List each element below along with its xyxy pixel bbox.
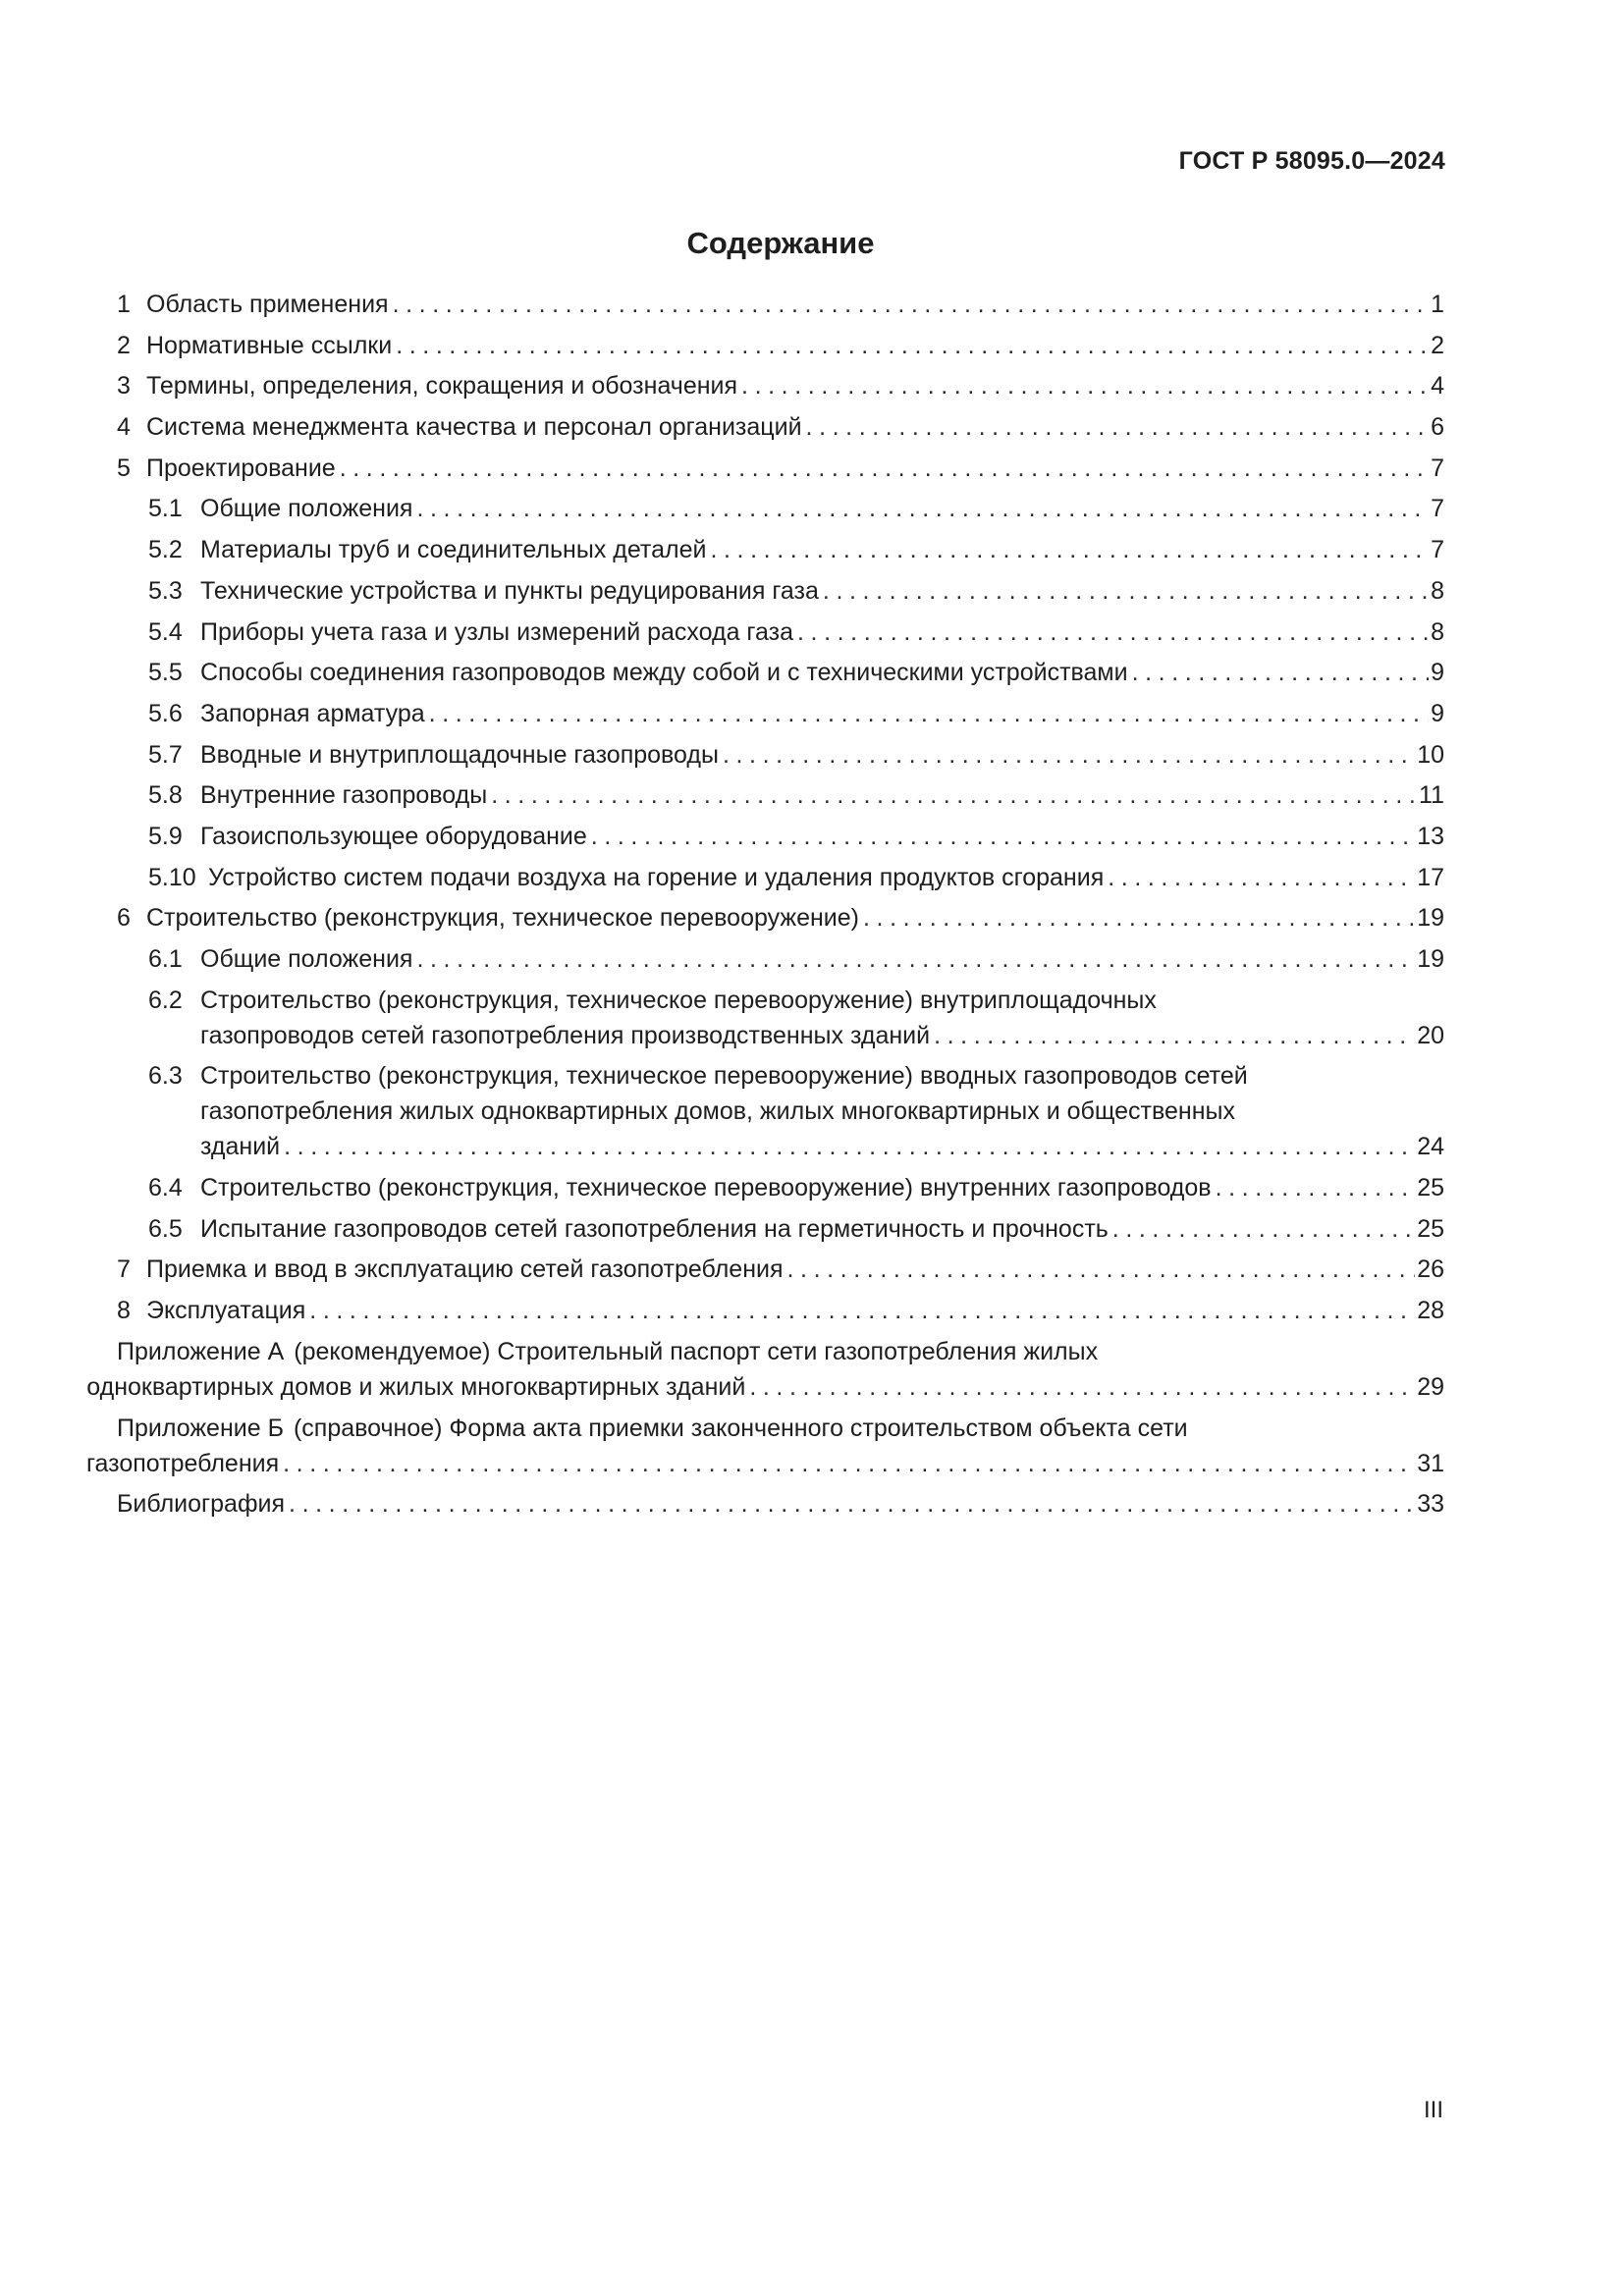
- toc-entry-title: Система менеджмента качества и персонал организаций: [146, 413, 802, 442]
- toc-entry-title: Строительство (реконструкция, техническое перевооружение) внутренних газопроводов: [200, 1174, 1212, 1202]
- toc-entry-page: 19: [1417, 904, 1444, 933]
- toc-entry[interactable]: [117, 1293, 1444, 1328]
- toc-entry-title: Запорная арматура: [200, 699, 425, 727]
- toc-entry-page: 7: [1431, 454, 1444, 482]
- toc-entry-number: 5: [117, 454, 131, 482]
- toc-entry-title-cont: одноквартирных домов и жилых многоквартирных зданий: [86, 1372, 746, 1401]
- toc-entry[interactable]: [117, 1211, 1444, 1247]
- toc-entry-title: Эксплуатация: [146, 1297, 306, 1325]
- page-number: III: [1423, 2097, 1443, 2123]
- toc-entry-page: 33: [1417, 1490, 1444, 1519]
- toc-entry[interactable]: [117, 573, 1444, 609]
- toc-entry-title: Материалы труб и соединительных деталей: [200, 536, 707, 564]
- toc-leader-dots: [806, 409, 1430, 445]
- toc-entry-number: 6.1: [148, 945, 183, 973]
- toc-entry-page: 24: [1417, 1133, 1444, 1161]
- toc-leader-dots: [787, 1252, 1416, 1287]
- toc-entry[interactable]: [117, 532, 1444, 567]
- toc-entry-page: 4: [1431, 372, 1444, 400]
- toc-entry-number: 5.6: [148, 699, 183, 727]
- toc-title: Содержание: [686, 226, 875, 260]
- toc-entry-title: Термины, определения, сокращения и обозначения: [146, 372, 738, 400]
- toc-entry[interactable]: [117, 451, 1444, 486]
- toc-entry-appendix-b[interactable]: [85, 1411, 1444, 1481]
- toc-entry-title: Общие положения: [200, 495, 413, 523]
- toc-leader-dots: [1132, 655, 1430, 690]
- toc-entry-title: Испытание газопроводов сетей газопотребления на герметичность и прочность: [200, 1214, 1109, 1243]
- toc-entry[interactable]: [117, 409, 1444, 445]
- toc-entry[interactable]: [117, 1170, 1444, 1205]
- toc-entry-page: 9: [1431, 659, 1444, 687]
- toc-entry-page: 8: [1431, 576, 1444, 605]
- toc-leader-dots: [863, 900, 1415, 935]
- toc-entry-page: 2: [1431, 331, 1444, 359]
- toc-entry-title: Строительство (реконструкция, техническое перевооружение): [146, 904, 860, 933]
- toc-entry-number: 5.4: [148, 617, 183, 646]
- toc-entry-page: 29: [1417, 1372, 1444, 1401]
- toc-entry-title: Способы соединения газопроводов между собой и с техническими устройствами: [200, 659, 1128, 687]
- toc-leader-dots: [823, 573, 1429, 609]
- toc-entry[interactable]: [117, 328, 1444, 363]
- toc-entry-page: 8: [1431, 617, 1444, 646]
- toc-entry-title: Библиография: [117, 1490, 286, 1519]
- toc-leader-dots: [1108, 860, 1415, 895]
- toc-entry-title: Внутренние газопроводы: [200, 781, 488, 810]
- toc-entry[interactable]: [117, 900, 1444, 935]
- toc-entry-number: Приложение А: [117, 1337, 285, 1365]
- toc-entry[interactable]: [117, 368, 1444, 403]
- document-code: ГОСТ Р 58095.0—2024: [1178, 147, 1445, 175]
- toc-entry-number: 5.7: [148, 740, 183, 769]
- toc-entry-number: Приложение Б: [117, 1414, 284, 1442]
- toc-entry-page: 17: [1417, 863, 1444, 891]
- toc-entry-number: 5.3: [148, 576, 183, 605]
- toc-entry-number: 6.2: [148, 986, 183, 1014]
- toc-leader-dots: [396, 328, 1429, 363]
- toc-entry-bibliography[interactable]: [117, 1486, 1444, 1522]
- toc-entry-title: Газоиспользующее оборудование: [200, 822, 587, 850]
- toc-leader-dots: [340, 451, 1429, 486]
- toc-entry[interactable]: [117, 287, 1444, 322]
- toc-entry-number: 5.1: [148, 495, 183, 523]
- toc-entry-page: 10: [1417, 740, 1444, 769]
- toc-entry-number: 5.10: [148, 863, 196, 891]
- toc-entry-page: 9: [1431, 699, 1444, 727]
- toc-entry-number: 6.3: [148, 1062, 183, 1091]
- toc-entry-title: Технические устройства и пункты редуцирования газа: [200, 576, 819, 605]
- toc-entry-number: 5.8: [148, 781, 183, 810]
- toc-entry-number: 2: [117, 331, 131, 359]
- toc-entry-number: 5.2: [148, 536, 183, 564]
- toc-leader-dots: [393, 287, 1430, 322]
- toc-entry[interactable]: [117, 983, 1444, 1053]
- toc-entry-page: 25: [1417, 1174, 1444, 1202]
- toc-entry[interactable]: [117, 655, 1444, 690]
- toc-entry-number: 4: [117, 413, 131, 442]
- toc-entry[interactable]: [117, 737, 1444, 773]
- toc-entry-appendix-a[interactable]: [86, 1334, 1444, 1405]
- toc-leader-dots: [749, 1369, 1415, 1405]
- toc-entry-title: Область применения: [146, 291, 389, 318]
- toc-entry-title-cont: газопотребления: [85, 1449, 280, 1477]
- toc-entry-page: 25: [1417, 1214, 1444, 1243]
- toc-leader-dots: [289, 1486, 1415, 1522]
- toc-entry-number: 3: [117, 372, 131, 400]
- toc-entry[interactable]: [117, 696, 1444, 731]
- toc-leader-dots: [416, 941, 1415, 977]
- toc-leader-dots: [741, 368, 1429, 403]
- toc-leader-dots: [416, 491, 1429, 526]
- toc-entry-number: 8: [117, 1297, 131, 1325]
- table-of-contents: [85, 287, 1444, 1527]
- toc-entry-page: 28: [1417, 1297, 1444, 1325]
- toc-entry-page: 7: [1431, 536, 1444, 564]
- toc-leader-dots: [934, 1018, 1415, 1053]
- toc-entry-number: 5.5: [148, 659, 183, 687]
- toc-entry-title-cont: газопотребления жилых одноквартирных домов, жилых многоквартирных и общественных: [200, 1097, 1235, 1126]
- toc-entry[interactable]: [117, 614, 1444, 650]
- toc-entry-number: 1: [117, 291, 131, 318]
- toc-entry-title: Общие положения: [200, 945, 413, 973]
- toc-entry-number: 6: [117, 904, 131, 933]
- toc-leader-dots: [491, 777, 1417, 813]
- toc-leader-dots: [723, 737, 1415, 773]
- toc-entry-title: Вводные и внутриплощадочные газопроводы: [200, 740, 719, 769]
- toc-entry-page: 31: [1417, 1449, 1444, 1477]
- toc-entry-title-cont: газопроводов сетей газопотребления производственных зданий: [200, 1021, 931, 1049]
- toc-leader-dots: [1216, 1170, 1416, 1205]
- toc-entry-page: 20: [1417, 1021, 1444, 1049]
- toc-entry-page: 13: [1417, 822, 1444, 850]
- toc-leader-dots: [710, 532, 1429, 567]
- toc-leader-dots: [309, 1293, 1415, 1328]
- toc-entry-title: (справочное) Форма акта приемки законченного строительством объекта сети: [293, 1414, 1188, 1442]
- toc-entry[interactable]: [117, 777, 1444, 813]
- toc-entry-title: Устройство систем подачи воздуха на горение и удаления продуктов сгорания: [208, 863, 1105, 891]
- toc-entry-page: 11: [1419, 781, 1444, 810]
- toc-leader-dots: [797, 614, 1429, 650]
- toc-leader-dots: [283, 1446, 1415, 1481]
- toc-entry-number: 6.4: [148, 1174, 183, 1202]
- toc-entry-page: 26: [1417, 1255, 1444, 1284]
- toc-entry-title: (рекомендуемое) Строительный паспорт сети газопотребления жилых: [294, 1337, 1099, 1365]
- toc-entry-title-cont: зданий: [200, 1133, 281, 1161]
- toc-entry-title: Строительство (реконструкция, техническое перевооружение) вводных газопроводов сетей: [200, 1062, 1248, 1091]
- toc-entry[interactable]: [117, 819, 1444, 854]
- toc-entry-title: Приборы учета газа и узлы измерений расхода газа: [200, 617, 793, 646]
- toc-entry[interactable]: [117, 1252, 1444, 1287]
- toc-leader-dots: [1112, 1211, 1415, 1247]
- toc-entry-title: Проектирование: [146, 454, 336, 482]
- toc-entry-number: 6.5: [148, 1214, 183, 1243]
- toc-entry-number: 5.9: [148, 822, 183, 850]
- toc-entry[interactable]: [117, 860, 1444, 895]
- toc-leader-dots: [284, 1129, 1415, 1164]
- toc-entry-title: Строительство (реконструкция, техническое перевооружение) внутриплощадочных: [200, 986, 1157, 1014]
- toc-entry-page: 6: [1431, 413, 1444, 442]
- toc-entry-page: 7: [1431, 495, 1444, 523]
- toc-entry[interactable]: [117, 1058, 1444, 1164]
- toc-entry-page: 19: [1417, 945, 1444, 973]
- toc-entry[interactable]: [117, 941, 1444, 977]
- toc-leader-dots: [429, 696, 1429, 731]
- toc-entry-page: 1: [1431, 291, 1444, 318]
- toc-entry-title: Приемка и ввод в эксплуатацию сетей газопотребления: [146, 1255, 784, 1284]
- toc-entry-title: Нормативные ссылки: [146, 331, 393, 359]
- toc-entry[interactable]: [117, 491, 1444, 526]
- toc-entry-number: 7: [117, 1255, 131, 1284]
- toc-leader-dots: [591, 819, 1415, 854]
